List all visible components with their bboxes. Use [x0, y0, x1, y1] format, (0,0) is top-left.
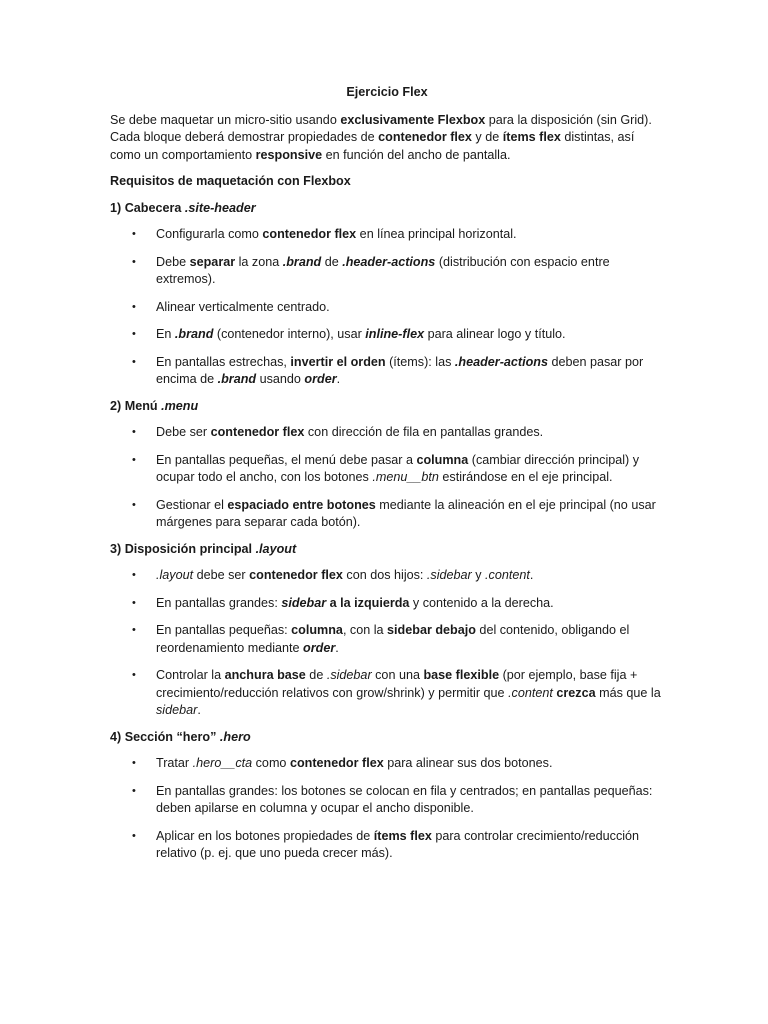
text-run: order [304, 372, 337, 386]
text-run: sidebar [281, 595, 327, 610]
text-run: .header-actions [454, 354, 548, 369]
bullet-icon: • [132, 669, 136, 681]
text-run: y contenido a la derecha. [409, 595, 554, 610]
text-run: .brand [217, 372, 257, 386]
text-run: con dirección de fila en pantallas grandes. [304, 425, 544, 439]
text-run: En [156, 327, 175, 341]
section-heading [110, 200, 664, 218]
text-run: . [336, 372, 341, 386]
text-run: más que la [595, 685, 661, 700]
bullet-item [110, 424, 664, 442]
text-run: exclusivamente Flexbox [340, 112, 486, 127]
text-run: . [335, 640, 339, 655]
bullet-item [110, 622, 664, 657]
text-run: y [471, 568, 486, 582]
text-run: .sidebar [326, 668, 372, 682]
section-heading [110, 398, 664, 416]
text-run: espaciado entre botones [227, 497, 376, 512]
text-run: 3) Disposición principal [110, 541, 256, 556]
text-run: .site-header [184, 200, 256, 215]
bullet-item [110, 326, 664, 344]
text-run: ítems flex [502, 130, 561, 144]
text-run: crezca [556, 685, 596, 700]
bullet-icon: • [132, 228, 136, 240]
bullet-icon: • [132, 829, 136, 842]
text-run: Debe [156, 254, 190, 269]
bullet-icon: • [132, 498, 136, 511]
bullet-list [110, 755, 664, 863]
text-run: base flexible [423, 668, 500, 682]
text-run: contenedor flex [378, 130, 472, 144]
bullet-icon: • [132, 328, 136, 340]
bullet-item [110, 354, 664, 389]
bullet-icon: • [132, 624, 136, 636]
bullet-icon: • [132, 569, 136, 581]
bullet-item [110, 226, 664, 244]
bullet-item [110, 567, 664, 585]
text-run: Se debe maquetar un micro-sitio usando [110, 112, 341, 127]
section-heading [110, 729, 664, 747]
text-run: contenedor flex [249, 568, 343, 582]
text-run: columna [291, 623, 343, 637]
text-run: .hero__cta [192, 756, 253, 770]
requirements-heading: Requisitos de maquetación con Flexbox [110, 174, 351, 188]
bullet-list [110, 567, 664, 720]
text-run: .header-actions [342, 254, 436, 269]
text-run: , con la [342, 623, 388, 637]
text-run: debe ser [193, 568, 250, 582]
section-heading [110, 541, 664, 559]
text-run: En pantallas grandes: los botones se colocan en fila y centrados; en pantallas pequeñas: deben apilarse en columna y ocupar el ancho disponible. [156, 783, 653, 815]
text-run: 2) Menú [110, 398, 162, 413]
text-run: con dos hijos: [342, 568, 427, 582]
text-run: contenedor flex [210, 425, 305, 439]
text-run: (por ejemplo, base fija + crecimiento/reducción relativos con grow/shrink) y permitir que [156, 668, 638, 700]
text-run: .menu__btn [372, 470, 439, 484]
text-run: (contenedor interno), usar [213, 327, 366, 341]
bullet-item [110, 595, 664, 613]
text-run: en función del ancho de pantalla. [322, 147, 511, 162]
bullet-item [110, 452, 664, 487]
text-run: mediante la alineación en el eje principal (no usar márgenes para separar cada botón). [156, 497, 656, 529]
text-run: .hero [219, 729, 251, 744]
text-run: para controlar crecimiento/reducción relativo (p. ej. que uno pueda crecer más). [156, 828, 640, 860]
text-run: .content [508, 685, 553, 700]
text-run: Alinear verticalmente centrado. [156, 299, 330, 314]
text-run: Aplicar en los botones propiedades de [156, 828, 374, 843]
text-run: Controlar la [156, 668, 225, 682]
text-run: Debe ser [156, 425, 211, 439]
intro-paragraph [110, 112, 664, 165]
bullet-icon: • [132, 453, 136, 466]
text-run: Configurarla como [156, 227, 263, 241]
text-run: 1) Cabecera [110, 200, 185, 215]
text-run: .layout [156, 568, 194, 582]
text-run: anchura base [224, 668, 306, 682]
text-run: ítems flex [373, 828, 432, 843]
bullet-item [110, 828, 664, 863]
text-run: En pantallas estrechas, [156, 354, 291, 369]
text-run: columna [416, 452, 469, 467]
bullet-item [110, 755, 664, 773]
text-run: estirándose en el eje principal. [438, 470, 613, 484]
text-run: con una [371, 668, 424, 682]
text-run: a la izquierda [326, 595, 410, 610]
text-run: .brand [174, 327, 214, 341]
text-run: la zona [235, 254, 283, 269]
bullet-icon: • [132, 355, 136, 368]
text-run: usando [256, 372, 305, 386]
bullet-item [110, 667, 664, 720]
text-run: y de [471, 130, 503, 144]
text-run: .menu [161, 398, 199, 413]
bullet-item [110, 299, 664, 317]
text-run: inline-flex [365, 327, 425, 341]
text-run: .content [485, 568, 530, 582]
text-run: distintas, así como un comportamiento [110, 130, 635, 162]
document-title: Ejercicio Flex [346, 85, 428, 99]
text-run: separar [189, 254, 236, 269]
text-run: responsive [255, 147, 323, 162]
text-run: como [252, 756, 290, 770]
text-run: En pantallas pequeñas, el menú debe pasar a [156, 452, 417, 467]
text-run: Tratar [156, 756, 193, 770]
text-run: para la disposición (sin Grid). Cada bloque deberá demostrar propiedades de [110, 112, 652, 144]
text-run: de [305, 668, 327, 682]
text-run: .sidebar [426, 568, 472, 582]
text-run: para alinear logo y título. [424, 327, 566, 341]
text-run: Gestionar el [156, 497, 228, 512]
text-run: deben pasar por encima de [156, 354, 644, 386]
text-run: sidebar [156, 703, 198, 717]
text-run: 4) Sección “hero” [110, 729, 220, 744]
sections-container [110, 200, 664, 863]
bullet-icon: • [132, 757, 136, 769]
bullet-icon: • [132, 300, 136, 313]
bullet-icon: • [132, 255, 136, 268]
text-run: de [321, 254, 343, 269]
text-run: contenedor flex [262, 227, 357, 241]
bullet-item [110, 254, 664, 289]
text-run: sidebar debajo [387, 623, 476, 637]
bullet-icon: • [132, 426, 136, 438]
text-run: del contenido, obligando el reordenamiento mediante [156, 623, 630, 655]
bullet-icon: • [132, 784, 136, 797]
text-run: para alinear sus dos botones. [383, 756, 553, 770]
bullet-item [110, 783, 664, 818]
text-run: . [197, 703, 201, 717]
bullet-list [110, 226, 664, 389]
text-run: order [303, 640, 336, 655]
text-run: (ítems): las [385, 354, 455, 369]
text-run: En pantallas grandes: [156, 595, 282, 610]
text-run: . [529, 568, 534, 582]
text-run: contenedor flex [289, 756, 384, 770]
text-run: .brand [282, 254, 322, 269]
text-run: en línea principal horizontal. [356, 227, 517, 241]
text-run: En pantallas pequeñas: [156, 623, 292, 637]
text-run: (distribución con espacio entre extremos). [156, 254, 610, 286]
text-run: (cambiar dirección principal) y ocupar todo el ancho, con los botones [156, 452, 640, 484]
text-run: invertir el orden [290, 354, 386, 369]
text-run: .layout [255, 541, 297, 556]
bullet-item [110, 497, 664, 532]
bullet-list [110, 424, 664, 532]
bullet-icon: • [132, 596, 136, 609]
